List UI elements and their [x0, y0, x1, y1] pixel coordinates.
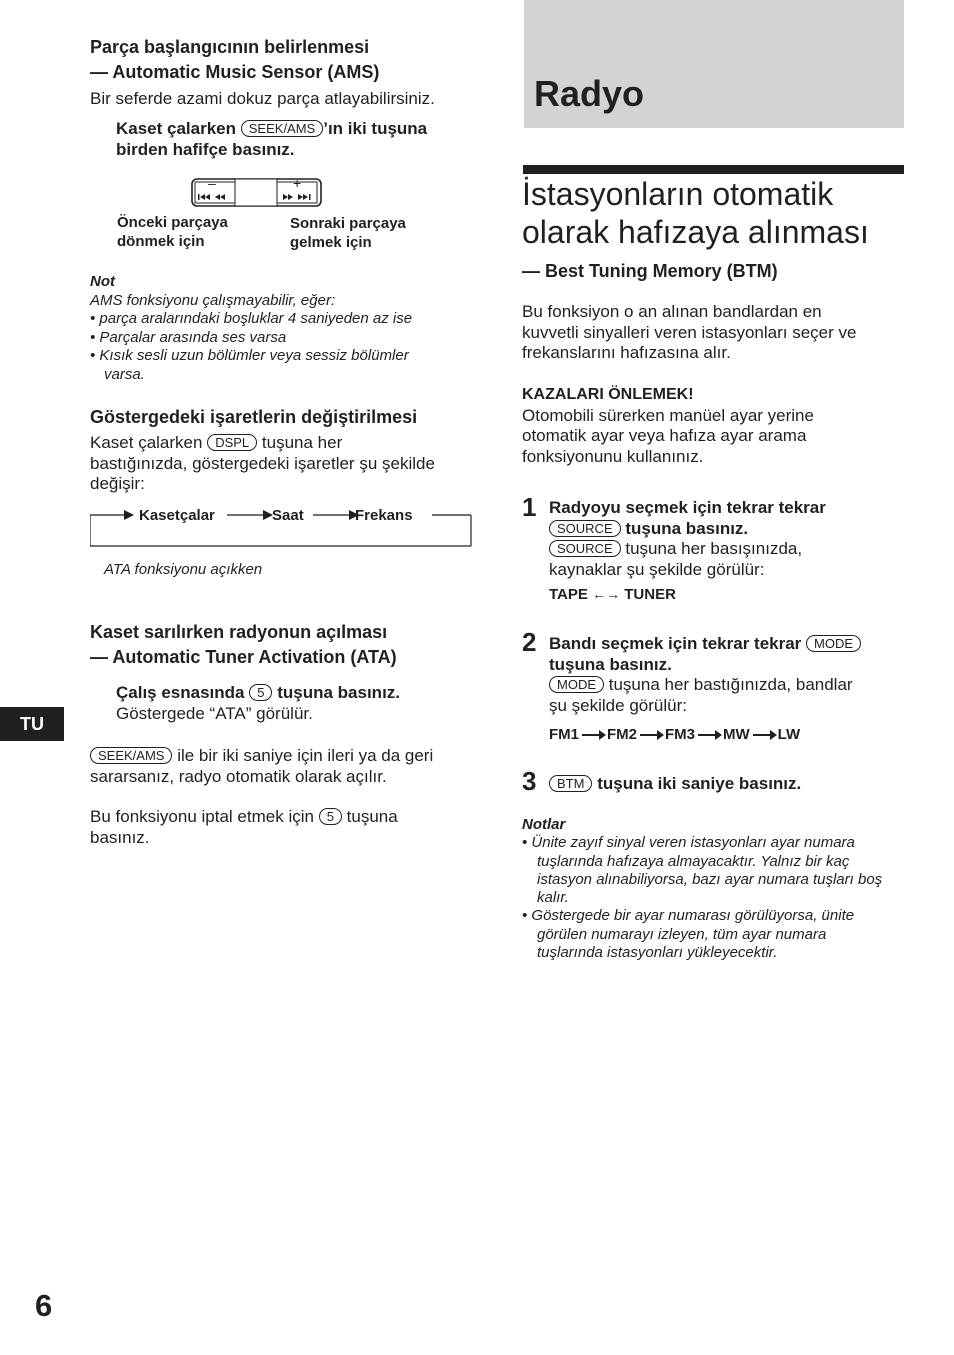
source-key: SOURCE — [549, 520, 621, 537]
cycle-item-clock: Saat — [272, 507, 304, 524]
cycle-caption: ATA fonksiyonu açıkken — [104, 561, 263, 578]
step-1-number: 1 — [522, 492, 537, 522]
label-prev-track: Önceki parçaya dönmek için — [117, 214, 228, 250]
step-1-text: Radyoyu seçmek için tekrar tekrar SOURCE tuşuna basınız. SOURCE tuşuna her basışınızda, kaynaklar şu şekilde görülür: — [549, 498, 826, 579]
minus-label: – — [208, 175, 216, 191]
seek-ams-key: SEEK/AMS — [90, 747, 172, 764]
section-banner — [524, 0, 904, 128]
safety-warning: KAZALARI ÖNLEMEK! Otomobili sürerken manüel ayar yerine otomatik ayar veya hafıza ayar arama fonksiyonunu kullanınız. — [522, 386, 814, 466]
display-cycle-diagram — [90, 506, 472, 546]
title-rule — [523, 165, 904, 174]
step-2-text: Bandı seçmek için tekrar tekrar MODE tuşuna basınız. MODE tuşuna her bastığınızda, bandlar şu şekilde görülür: — [549, 634, 861, 716]
source-sequence: TAPE ←→ TUNER — [549, 586, 676, 603]
step-2-number: 2 — [522, 627, 537, 657]
section-subtitle: — Best Tuning Memory (BTM) — [522, 261, 778, 281]
ams-intro: Bir seferde azami dokuz parça atlayabilirsiniz. — [90, 89, 435, 108]
ata-para-1: SEEK/AMS ile bir iki saniye için ileri ya da geri sararsanız, radyo otomatik olarak açılır. — [90, 746, 434, 786]
band-sequence: FM1 FM2 FM3 MW LW — [549, 726, 801, 743]
dspl-key: DSPL — [207, 434, 257, 451]
arrow-right-icon — [753, 734, 775, 736]
btm-intro: Bu fonksiyon o an alınan bandlardan en kuvvetli sinyalleri veren istasyonları seçer ve frekanslarını hafızasına alır. — [522, 302, 857, 362]
mode-key: MODE — [549, 676, 604, 693]
banner-title: Radyo — [534, 73, 645, 114]
display-text: Kaset çalarken DSPL tuşuna her bastığınızda, göstergedeki işaretler şu şekilde değişir: — [90, 433, 435, 493]
key-5: 5 — [249, 684, 272, 701]
arrow-right-icon — [582, 734, 604, 736]
key-5: 5 — [319, 808, 342, 825]
cycle-item-tape: Kasetçalar — [139, 507, 215, 524]
btm-key: BTM — [549, 775, 592, 792]
arrow-right-icon — [640, 734, 662, 736]
source-key: SOURCE — [549, 540, 621, 557]
step-3-text: BTM tuşuna iki saniye basınız. — [549, 774, 801, 795]
seek-ams-key: SEEK/AMS — [241, 120, 323, 137]
page-number: 6 — [35, 1288, 53, 1323]
ata-heading: Kaset sarılırken radyonun açılması — Automatic Tuner Activation (ATA) — [90, 622, 397, 667]
label-next-track: Sonraki parçaya gelmek için — [290, 215, 406, 251]
language-tab: TU — [0, 707, 64, 741]
display-heading: Göstergedeki işaretlerin değiştirilmesi — [90, 407, 418, 427]
btm-notes: Notlar • Ünite zayıf sinyal veren istasyonları ayar numara tuşlarında hafızaya almayacaktır. Yalnız bir kaç istasyon alınabiliyorsa, bazı ayar numara tuşları boş kalır. • Göstergede bir ayar numarası görülüyorsa, ünite görülen numarayı izleyen, tüm ayar numara tuşlarında istasyonları yükleyecektir. — [522, 816, 883, 962]
plus-label: + — [293, 175, 302, 191]
arrow-right-icon — [698, 734, 720, 736]
mode-key: MODE — [806, 635, 861, 652]
seek-ams-button-illustration — [191, 175, 321, 206]
bidirectional-arrow-icon: ←→ — [592, 586, 621, 602]
ams-note: Not AMS fonksiyonu çalışmayabilir, eğer: • parça aralarındaki boşluklar 4 saniyeden az ise • Parçalar arasında ses varsa • Kısık sesli uzun bölümler veya sessiz bölümler varsa. — [90, 273, 413, 383]
ams-heading: Parça başlangıcının belirlenmesi — Automatic Music Sensor (AMS) — [90, 37, 380, 82]
ata-para-2: Bu fonksiyonu iptal etmek için 5 tuşuna basınız. — [90, 807, 398, 847]
step-3-number: 3 — [522, 766, 537, 796]
ams-instruction: Kaset çalarken SEEK/AMS ’ın iki tuşuna birden hafifçe basınız. — [116, 119, 428, 159]
section-title: İstasyonların otomatik olarak hafızaya alınması — [522, 176, 869, 250]
ata-instruction: Çalış esnasında 5 tuşuna basınız. Göstergede “ATA” görülür. — [116, 683, 401, 723]
cycle-item-frequency: Frekans — [355, 507, 413, 524]
